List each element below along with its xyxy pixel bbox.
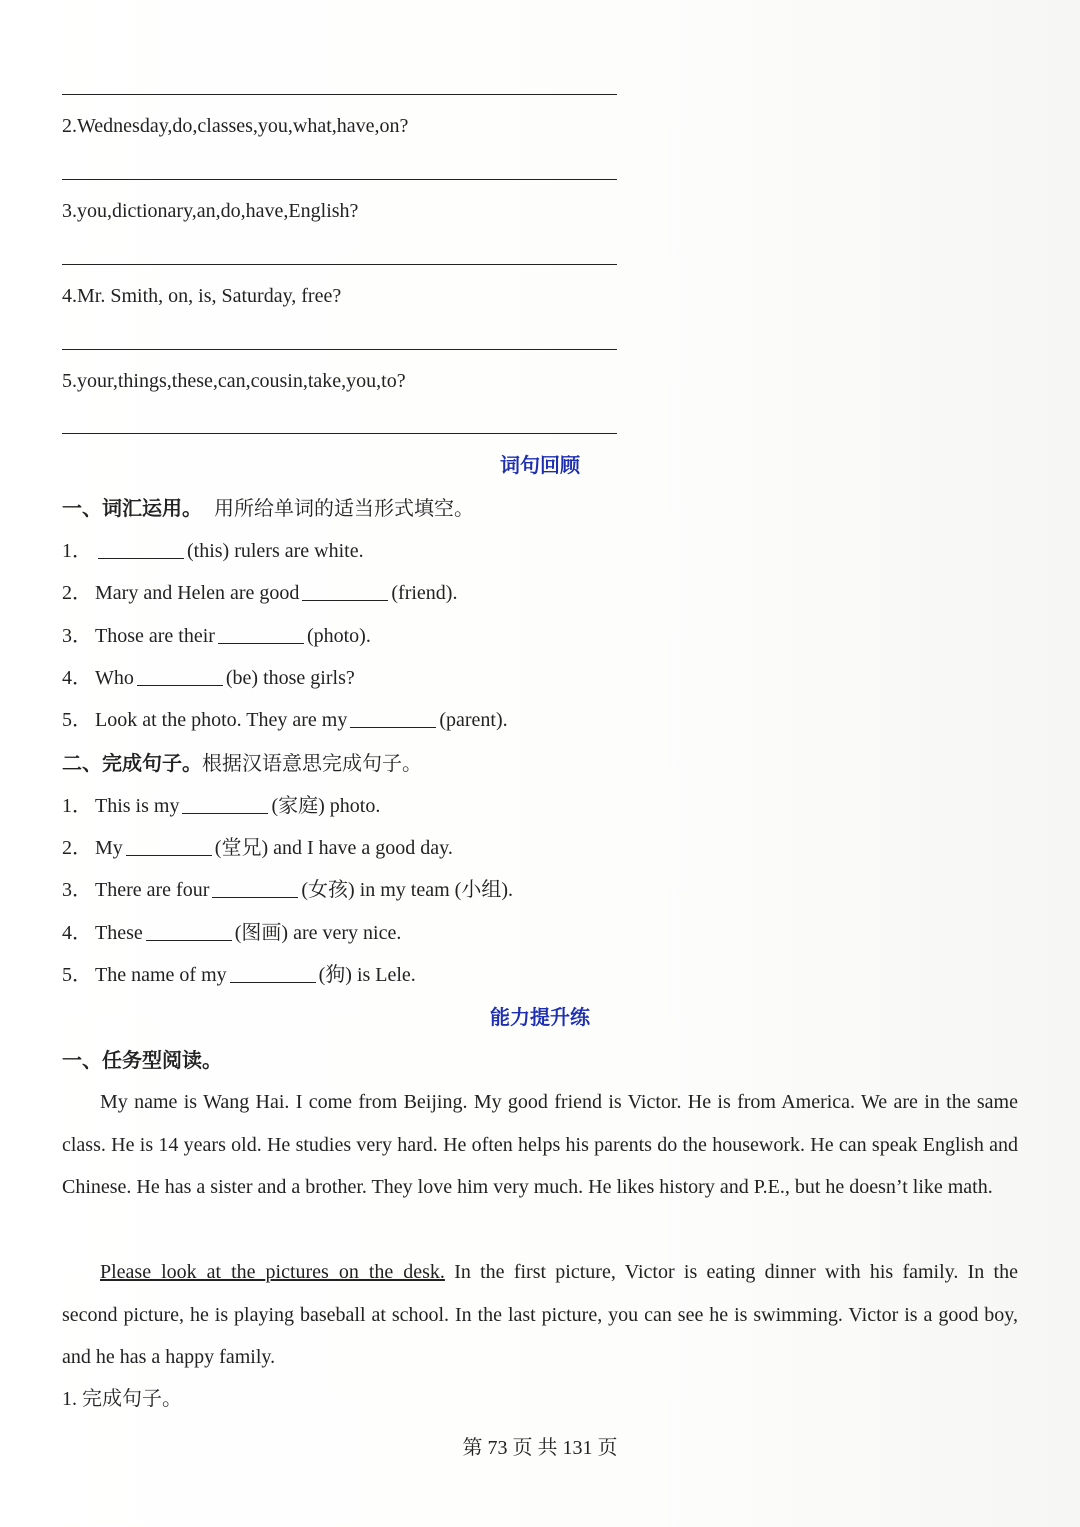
reading-section-title [62,1047,222,1073]
review-heading: 词句回顾 [500,453,580,477]
fill-blank[interactable] [137,665,223,686]
reading-paragraph-1: My name is Wang Hai. I come from Beijing. My good friend is Victor. He is from America. We are in the same class. He is 14 years old. He studies very hard. He often helps his parents do the housework. He can speak English and Chinese. He has a sister and a brother. They love him very much. He likes history and P.E., but he doesn’t like math. [62,1091,1018,1198]
fill-blank[interactable] [98,538,184,559]
fill-blank[interactable] [302,580,388,601]
reading-task-1: 1. 完成句子。 [62,1388,182,1410]
vocab-section-title [62,495,474,521]
page-footer: 第 73 页 共 131 页 [462,1437,618,1459]
vocab-item: 5． Look at the photo. They are my (parent). [62,709,508,731]
fill-blank[interactable] [212,877,298,898]
sentence-item: 3． There are four (女孩) in my team (小组). [62,879,513,901]
sentence-item: 1． This is my (家庭) photo. [62,795,381,817]
fill-blank[interactable] [146,920,232,941]
sentences-instruction: 根据汉语意思完成句子。 [202,751,422,775]
unscramble-question-3: 3.you,dictionary,an,do,have,English? [62,200,359,222]
fill-blank[interactable] [126,835,212,856]
answer-line-4 [62,349,617,350]
answer-line-1 [62,94,617,95]
sentences-section-title [62,750,422,776]
answer-line-5 [62,433,617,434]
vocab-item: 4． Who (be) those girls? [62,667,355,689]
vocab-title: 一、词汇运用。 [62,496,202,520]
answer-line-3 [62,264,617,265]
sentence-item: 4． These (图画) are very nice. [62,922,402,944]
reading-paragraph-2: Please_look_at_the_pictures_on_the_desk. In the first picture, Victor is eating dinner with his family. In the second picture, he is playing baseball at school. In the last picture, you can see he is swimming. Victor is a good boy, and he has a happy family. [62,1261,1018,1368]
fill-blank[interactable] [230,962,316,983]
underlined-sentence: Please_look_at_the_pictures_on_the_desk. [100,1261,445,1283]
answer-line-2 [62,179,617,180]
sentences-title: 二、完成句子。 [62,751,202,775]
reading-title: 一、任务型阅读。 [62,1048,222,1072]
fill-blank[interactable] [350,707,436,728]
sentence-item: 5． The name of my (狗) is Lele. [62,964,416,986]
fill-blank[interactable] [218,623,304,644]
fill-blank[interactable] [182,793,268,814]
vocab-item: 2． Mary and Helen are good (friend). [62,582,458,604]
unscramble-question-2: 2.Wednesday,do,classes,you,what,have,on? [62,115,409,137]
improve-heading: 能力提升练 [490,1005,590,1029]
sentence-item: 2． My (堂兄) and I have a good day. [62,837,453,859]
unscramble-question-5: 5.your,things,these,can,cousin,take,you,to? [62,370,406,392]
unscramble-question-4: 4.Mr. Smith, on, is, Saturday, free? [62,285,342,307]
vocab-item: 3． Those are their (photo). [62,625,371,647]
vocab-instruction: 用所给单词的适当形式填空。 [214,496,474,520]
vocab-item: 1． (this) rulers are white. [62,540,364,562]
